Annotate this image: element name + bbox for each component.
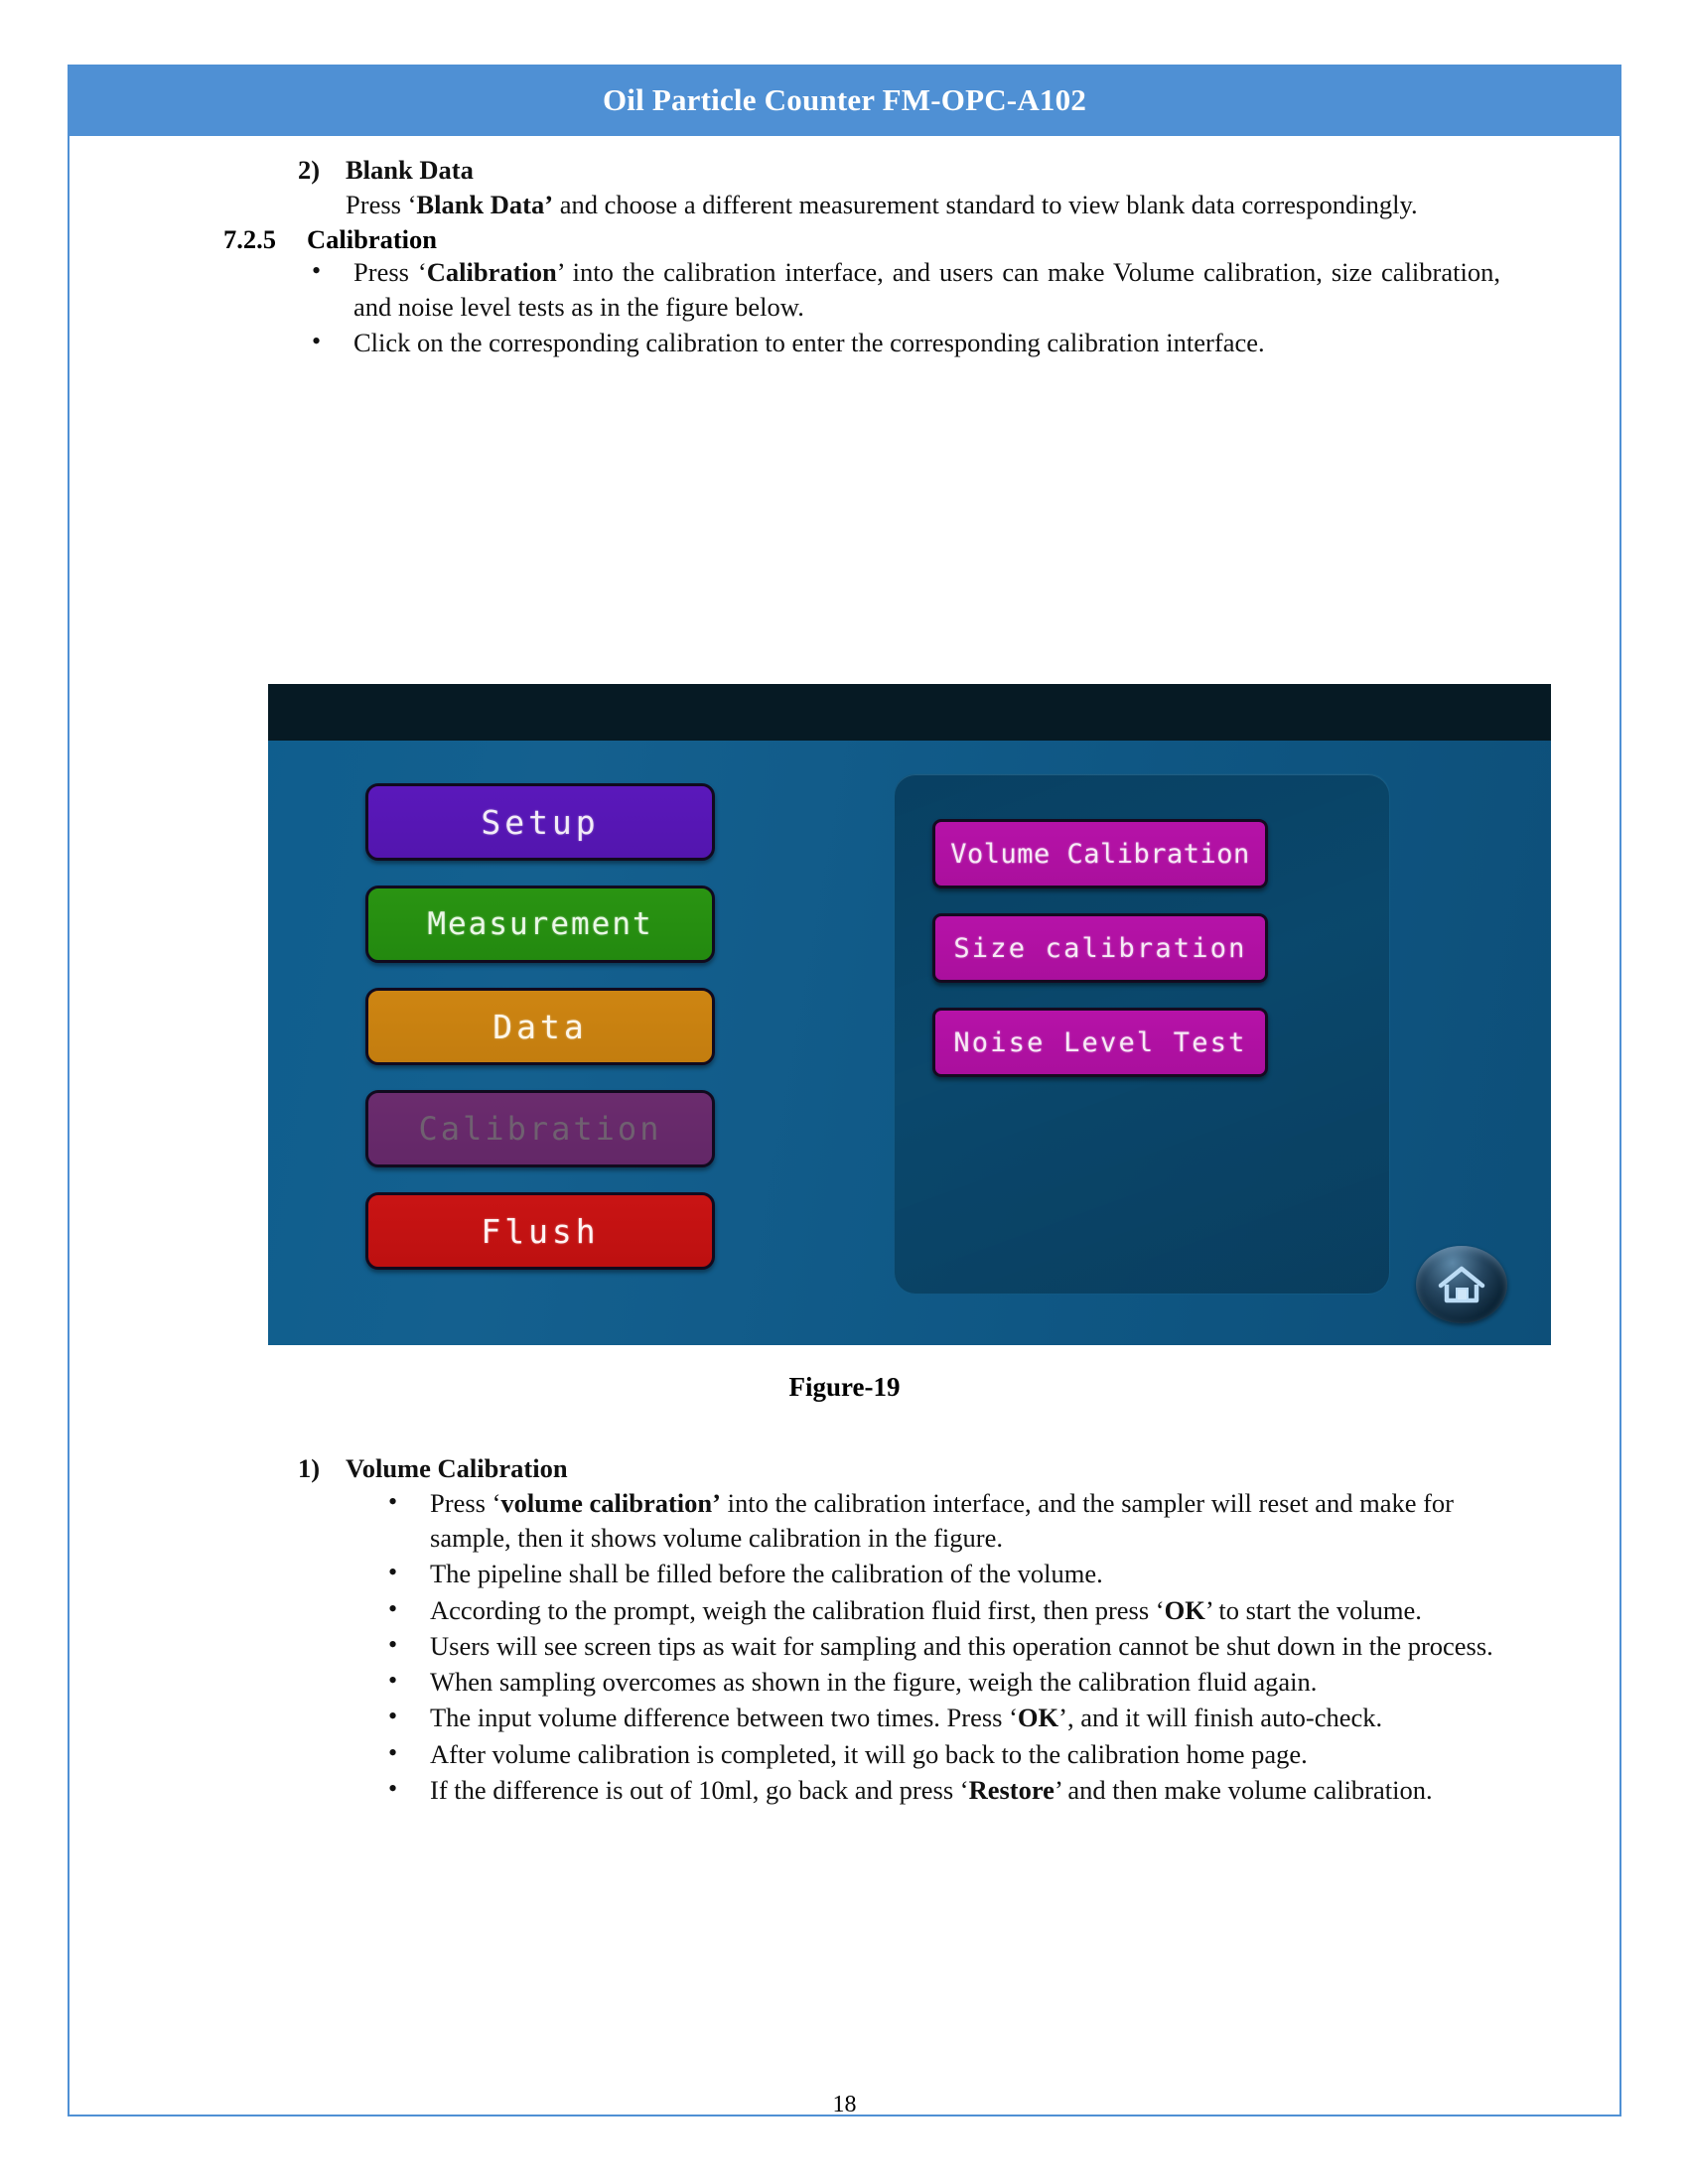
device-calibration-options — [932, 819, 1268, 1102]
bullet-bold: OK — [1164, 1594, 1205, 1625]
device-calibration-panel — [894, 773, 1390, 1295]
volume-calibration-bullet-list — [372, 1486, 1502, 1808]
device-status-bar — [268, 684, 1551, 741]
bullet-post: Click on the corresponding calibration to enter the corresponding calibration interface. — [353, 328, 1265, 358]
home-icon — [1436, 1263, 1487, 1306]
device-button-size-calibration[interactable]: Size calibration — [932, 913, 1268, 983]
quote-open: ‘ — [407, 189, 417, 219]
bullet-post: ’ and then make volume calibration. — [1054, 1774, 1433, 1805]
bullet-pre: If the difference is out of 10ml, go back and press ‘ — [430, 1774, 969, 1805]
bullet-post: into the calibration interface, and the sampler will reset and make for sample, then it shows volume calibration in the figure. — [430, 1487, 1454, 1554]
bullet-bold: volume calibration’ — [500, 1487, 721, 1518]
section-heading-calibration — [223, 224, 1619, 255]
bullet-pre: The pipeline shall be filled before the calibration of the volume. — [430, 1559, 1103, 1589]
bullet-pre: According to the prompt, weigh the calibration fluid first, then press ‘ — [430, 1594, 1165, 1625]
bullet-post: ’ to start the volume. — [1204, 1594, 1422, 1625]
bullet-pre: The input volume difference between two times. Press ‘ — [430, 1703, 1018, 1733]
bullet-pre: When sampling overcomes as shown in the figure, weigh the calibration fluid again. — [430, 1667, 1318, 1698]
section-number: 7.2.5 — [223, 223, 276, 254]
list-item — [372, 1593, 1502, 1628]
list-item — [372, 1701, 1502, 1735]
list-item — [372, 1773, 1502, 1808]
device-button-setup[interactable]: Setup — [365, 783, 715, 861]
document-header-banner — [68, 65, 1621, 136]
blank-data-heading: Blank Data — [346, 155, 474, 185]
device-home-button[interactable] — [1416, 1246, 1507, 1323]
list-item — [372, 1557, 1502, 1591]
bullet-pre: Press ‘ — [353, 256, 427, 287]
list-item — [372, 1737, 1502, 1772]
paragraph-bold: Blank Data’ — [416, 189, 554, 219]
calibration-bullet-list — [296, 255, 1500, 361]
numbered-item-blank-data — [298, 153, 1500, 222]
device-button-calibration: Calibration — [365, 1090, 715, 1167]
list-item — [296, 255, 1500, 325]
page-content — [70, 136, 1619, 2116]
list-item — [372, 1486, 1502, 1556]
bullet-pre: After volume calibration is completed, it will go back to the calibration home page. — [430, 1738, 1308, 1769]
section-title: Calibration — [307, 223, 438, 254]
bullet-bold: Restore — [968, 1774, 1055, 1805]
list-marker: 2) — [298, 155, 321, 185]
device-main-menu-column — [365, 783, 715, 1295]
device-button-flush[interactable]: Flush — [365, 1192, 715, 1270]
device-screen — [268, 684, 1551, 1345]
figure-caption: Figure-19 — [788, 1372, 901, 1402]
numbered-item-volume-calibration — [298, 1451, 1500, 1486]
device-button-volume-calibration[interactable]: Volume Calibration — [932, 819, 1268, 888]
bullet-pre: Users will see screen tips as wait for sampling and this operation cannot be shut down in the process. — [430, 1630, 1493, 1661]
bullet-pre: Press ‘ — [430, 1487, 501, 1518]
paragraph-post: and choose a different measurement standard to view blank data correspondingly. — [553, 189, 1418, 219]
page-title: Oil Particle Counter FM-OPC-A102 — [602, 82, 1087, 117]
list-item — [296, 326, 1500, 360]
volume-calibration-heading: Volume Calibration — [346, 1453, 568, 1483]
list-item — [372, 1629, 1502, 1664]
bullet-post: ’ into the calibration interface, and users can make Volume calibration, size calibration, and noise level tests as in the figure below. — [353, 256, 1500, 323]
list-marker: 1) — [298, 1453, 321, 1483]
bullet-bold: Calibration — [426, 256, 557, 287]
page-number: 18 — [832, 2092, 857, 2117]
figure-19-image — [268, 684, 1551, 1345]
top-text-section — [70, 153, 1619, 362]
bottom-text-section — [70, 1451, 1619, 1809]
bullet-bold: OK — [1017, 1703, 1059, 1733]
device-button-noise-level-test[interactable]: Noise Level Test — [932, 1008, 1268, 1077]
list-item — [372, 1665, 1502, 1700]
blank-data-paragraph — [346, 188, 1500, 222]
device-button-measurement[interactable]: Measurement — [365, 886, 715, 963]
device-button-data[interactable]: Data — [365, 988, 715, 1065]
bullet-post: ’, and it will finish auto-check. — [1058, 1703, 1383, 1733]
paragraph-pre: Press — [346, 189, 408, 219]
